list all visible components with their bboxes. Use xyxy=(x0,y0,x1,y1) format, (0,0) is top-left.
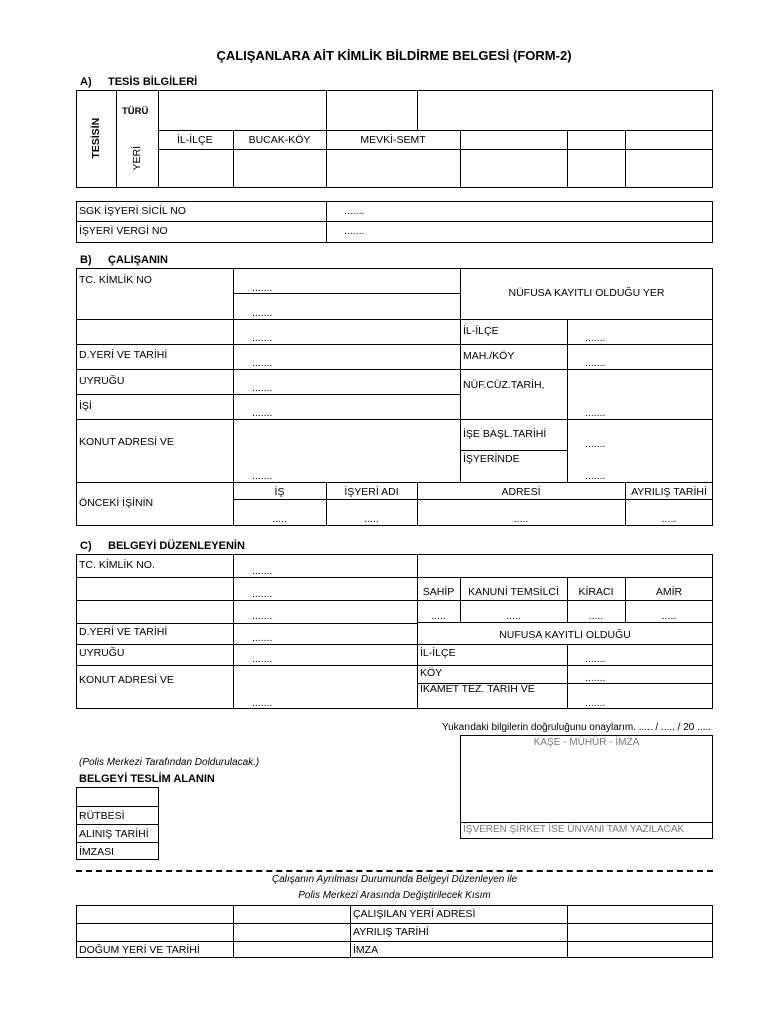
calisan-uyrugu-dots: ....... xyxy=(252,382,273,394)
imza-label: İMZA xyxy=(353,944,379,956)
section-a-letter: A) xyxy=(80,76,92,88)
onceki-isyeri-dots: ..... xyxy=(364,513,379,525)
vergi-value: ....... xyxy=(344,225,365,237)
footer-note-2: Polis Merkezi Arasında Değiştirilecek Kısım xyxy=(298,890,491,901)
duzenleyen-konut-dots: ....... xyxy=(252,697,273,709)
duzenleyen-uyrugu-label: UYRUĞU xyxy=(79,647,125,659)
calisan-isi-label: İŞİ xyxy=(79,400,92,412)
col-ayrilis: AYRILIŞ TARİHİ xyxy=(631,486,707,498)
calisan-tc-label: TC. KİMLİK NO xyxy=(79,274,152,286)
kanuni-temsilci-label: KANUNİ TEMSİLCİ xyxy=(468,586,559,598)
duzenleyen-konut-label: KONUT ADRESİ VE xyxy=(79,674,174,686)
calisan-dyeri-label: D.YERİ VE TARİHİ xyxy=(79,349,168,361)
kanuni-dots: ..... xyxy=(506,610,521,622)
calisan-isyerinde-dots: ....... xyxy=(585,470,606,482)
duzenleyen-uyrugu-dots: ....... xyxy=(252,653,273,665)
section-a-heading: TESİS BİLGİLERİ xyxy=(108,76,198,88)
col-mevki-semt: MEVKİ-SEMT xyxy=(360,134,426,146)
calisan-konut-label: KONUT ADRESİ VE xyxy=(79,436,174,448)
kase-muhur-label: KAŞE - MÜHÜR - İMZA xyxy=(533,737,640,748)
duzenleyen-dyeri-dots: ....... xyxy=(252,632,273,644)
duzenleyen-ikamet: IKAMET TEZ. TARİH VE xyxy=(420,683,535,695)
col-adresi: ADRESİ xyxy=(501,486,541,498)
duzenleyen-nufus-header: NUFUSA KAYITLI OLDUĞU xyxy=(499,629,631,641)
ayrilis-tarihi-label: AYRILIŞ TARİHİ xyxy=(353,926,429,938)
calisan-nuf-cuz: NÜF.CÜZ.TARİH, xyxy=(463,379,545,391)
onceki-ayrilis-dots: ..... xyxy=(661,513,677,525)
section-b-letter: B) xyxy=(80,254,92,266)
calisan-ise-basl-dots: ....... xyxy=(585,438,606,450)
kiraci-dots: ..... xyxy=(588,610,604,622)
duzenleyen-ikamet-dots: ....... xyxy=(585,697,606,709)
sahip-dots: ..... xyxy=(431,610,446,622)
duzenleyen-dyeri-label: D.YERİ VE TARİHİ xyxy=(79,626,168,638)
vergi-label: İŞYERİ VERGİ NO xyxy=(79,225,168,237)
duzenleyen-tc-label: TC. KİMLİK NO. xyxy=(79,559,155,571)
sahip-label: SAHİP xyxy=(422,586,455,598)
col-isyeri-adi: İŞYERİ ADI xyxy=(344,486,399,498)
duzenleyen-dots-3: ....... xyxy=(252,610,273,622)
col-is: İŞ xyxy=(274,486,285,498)
turu-label: TÜRÜ xyxy=(122,106,149,117)
sgk-label: SGK İŞYERİ SİCİL NO xyxy=(79,205,186,217)
calisan-il-ilce-dots: ....... xyxy=(585,332,606,344)
col-il-ilce: İL-İLÇE xyxy=(177,134,213,146)
amir-dots: ..... xyxy=(661,610,677,622)
onceki-adres-dots: ..... xyxy=(513,513,529,525)
footer-note-1: Çalışanın Ayrılması Durumunda Belgeyi Düzenleyen ile xyxy=(271,874,518,885)
duzenleyen-il-ilce-dots: ....... xyxy=(585,653,606,665)
section-c-heading: BELGEYİ DÜZENLEYENİN xyxy=(108,540,245,552)
kiraci-label: KİRACI xyxy=(578,586,614,598)
approval-text: Yukarıdaki bilgilerin doğruluğunu onaylarım. ..... / ..... / 20 ..... xyxy=(441,722,711,733)
calisan-il-ilce: İL-İLÇE xyxy=(463,325,499,337)
calisan-ise-basl: İŞE BAŞL.TARİHİ xyxy=(463,428,547,440)
calisan-isyerinde: İŞYERİNDE xyxy=(463,453,520,465)
rutbesi-label: RÜTBESİ xyxy=(79,810,125,822)
duzenleyen-koy: KÖY xyxy=(420,667,443,679)
calisan-nuf-cuz-dots: ....... xyxy=(585,407,606,419)
calisan-mah-koy-dots: ....... xyxy=(585,357,606,369)
calisan-mah-koy: MAH./KÖY xyxy=(463,350,515,362)
calisan-nufus-header: NÜFUSA KAYITLI OLDUĞU YER xyxy=(508,287,665,299)
dogum-yeri-label: DOĞUM YERİ VE TARİHİ xyxy=(79,944,200,956)
page-title: ÇALIŞANLARA AİT KİMLİK BİLDİRME BELGESİ (FORM-2) xyxy=(216,48,572,63)
calisan-isi-dots: ....... xyxy=(252,407,273,419)
teslim-alanin-heading: BELGEYİ TESLİM ALANIN xyxy=(79,773,215,785)
duzenleyen-tc-dots: ....... xyxy=(252,565,273,577)
amir-label: AMİR xyxy=(655,586,683,598)
calisan-dyeri-dots: ....... xyxy=(252,357,273,369)
duzenleyen-dots-2: ....... xyxy=(252,588,273,600)
calisan-konut-dots: ....... xyxy=(252,470,273,482)
calisan-tc-dots-1: ....... xyxy=(252,282,273,294)
tesisin-label: TESİSİN xyxy=(89,117,102,159)
calisan-tc-dots-2: ....... xyxy=(252,307,273,319)
onceki-isinin-label: ÖNCEKİ İŞİNİN xyxy=(79,497,154,509)
section-c-letter: C) xyxy=(80,540,92,552)
duzenleyen-koy-dots: ....... xyxy=(585,672,606,684)
yeri-label: YERİ xyxy=(130,146,143,171)
calisilan-yeri-label: ÇALIŞILAN YERİ ADRESİ xyxy=(353,908,476,920)
duzenleyen-il-ilce: İL-İLÇE xyxy=(420,647,456,659)
calisan-dots-3: ....... xyxy=(252,332,273,344)
police-note: (Polis Merkezi Tarafından Doldurulacak.) xyxy=(79,757,260,768)
sgk-value: ....... xyxy=(344,205,365,217)
cut-line xyxy=(76,870,713,872)
imzasi-label: İMZASI xyxy=(79,846,115,858)
section-b-heading: ÇALIŞANIN xyxy=(108,254,168,266)
alinis-tarihi-label: ALINIŞ TARİHİ xyxy=(79,828,149,840)
calisan-uyrugu-label: UYRUĞU xyxy=(79,375,125,387)
col-bucak-koy: BUCAK-KÖY xyxy=(248,134,311,146)
onceki-is-dots: ..... xyxy=(272,513,287,525)
isveren-label: İŞVEREN ŞİRKET İSE ÜNVANI TAM YAZILACAK xyxy=(463,824,685,835)
